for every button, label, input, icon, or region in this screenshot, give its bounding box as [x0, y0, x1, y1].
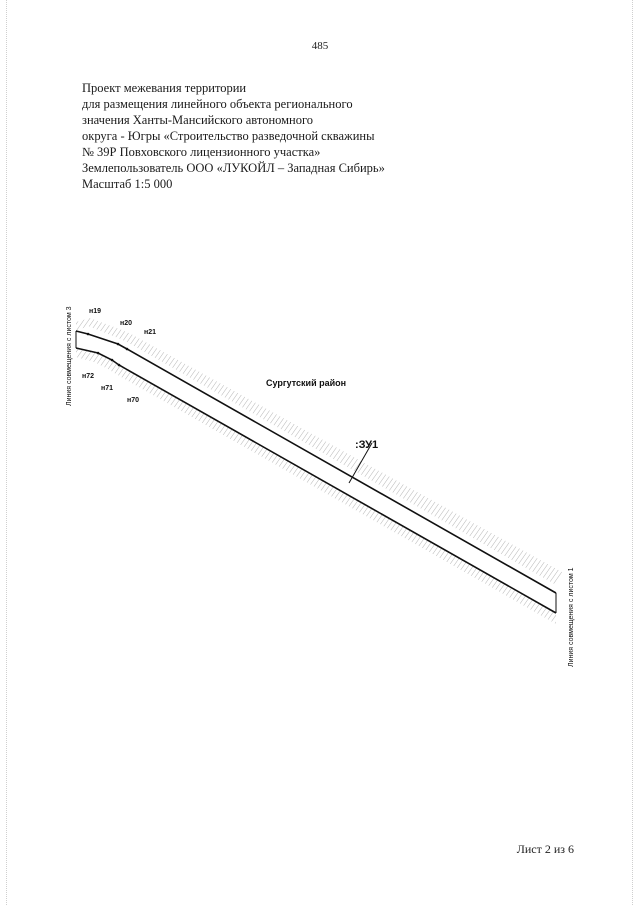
lower-hatch-band — [76, 348, 556, 624]
upper-hatch-band — [76, 318, 562, 585]
header-line: № 39Р Повховского лицензионного участка» — [82, 145, 321, 159]
point-marker-n20 — [117, 343, 120, 346]
match-line-left-caption: Линия совмещения с листом 3 — [66, 306, 73, 406]
point-marker-n71 — [111, 359, 114, 362]
point-marker-n21 — [126, 348, 129, 351]
match-line-right-caption: Линия совмещения с листом 1 — [568, 567, 575, 667]
point-label-n71: н71 — [101, 385, 114, 392]
header-line: Проект межевания территории — [82, 81, 247, 95]
page-number: 485 — [311, 40, 329, 52]
header-line: для размещения линейного объекта регионального — [82, 97, 353, 111]
header-line: Землепользователь ООО «ЛУКОЙЛ – Западная Сибирь» — [82, 161, 385, 175]
point-label-n70: н70 — [127, 397, 140, 404]
point-label-n20: н20 — [120, 320, 133, 327]
sheet-label: Лист 2 из 6 — [516, 842, 574, 856]
header-line: округа - Югры «Строительство разведочной скважины — [82, 129, 375, 143]
district-label: Сургутский район — [266, 378, 347, 388]
point-label-n21: н21 — [144, 329, 157, 336]
parcel-upper-boundary — [76, 331, 556, 593]
parcel-label: :ЗУ1 — [355, 439, 379, 451]
header-line: значения Ханты-Мансийского автономного — [82, 113, 314, 127]
point-marker-n72 — [97, 352, 100, 355]
point-marker-n70 — [118, 364, 121, 367]
header-line: Масштаб 1:5 000 — [82, 177, 173, 191]
point-label-n72: н72 — [82, 373, 95, 380]
point-marker-n19 — [87, 333, 90, 336]
point-label-n19: н19 — [89, 308, 102, 315]
